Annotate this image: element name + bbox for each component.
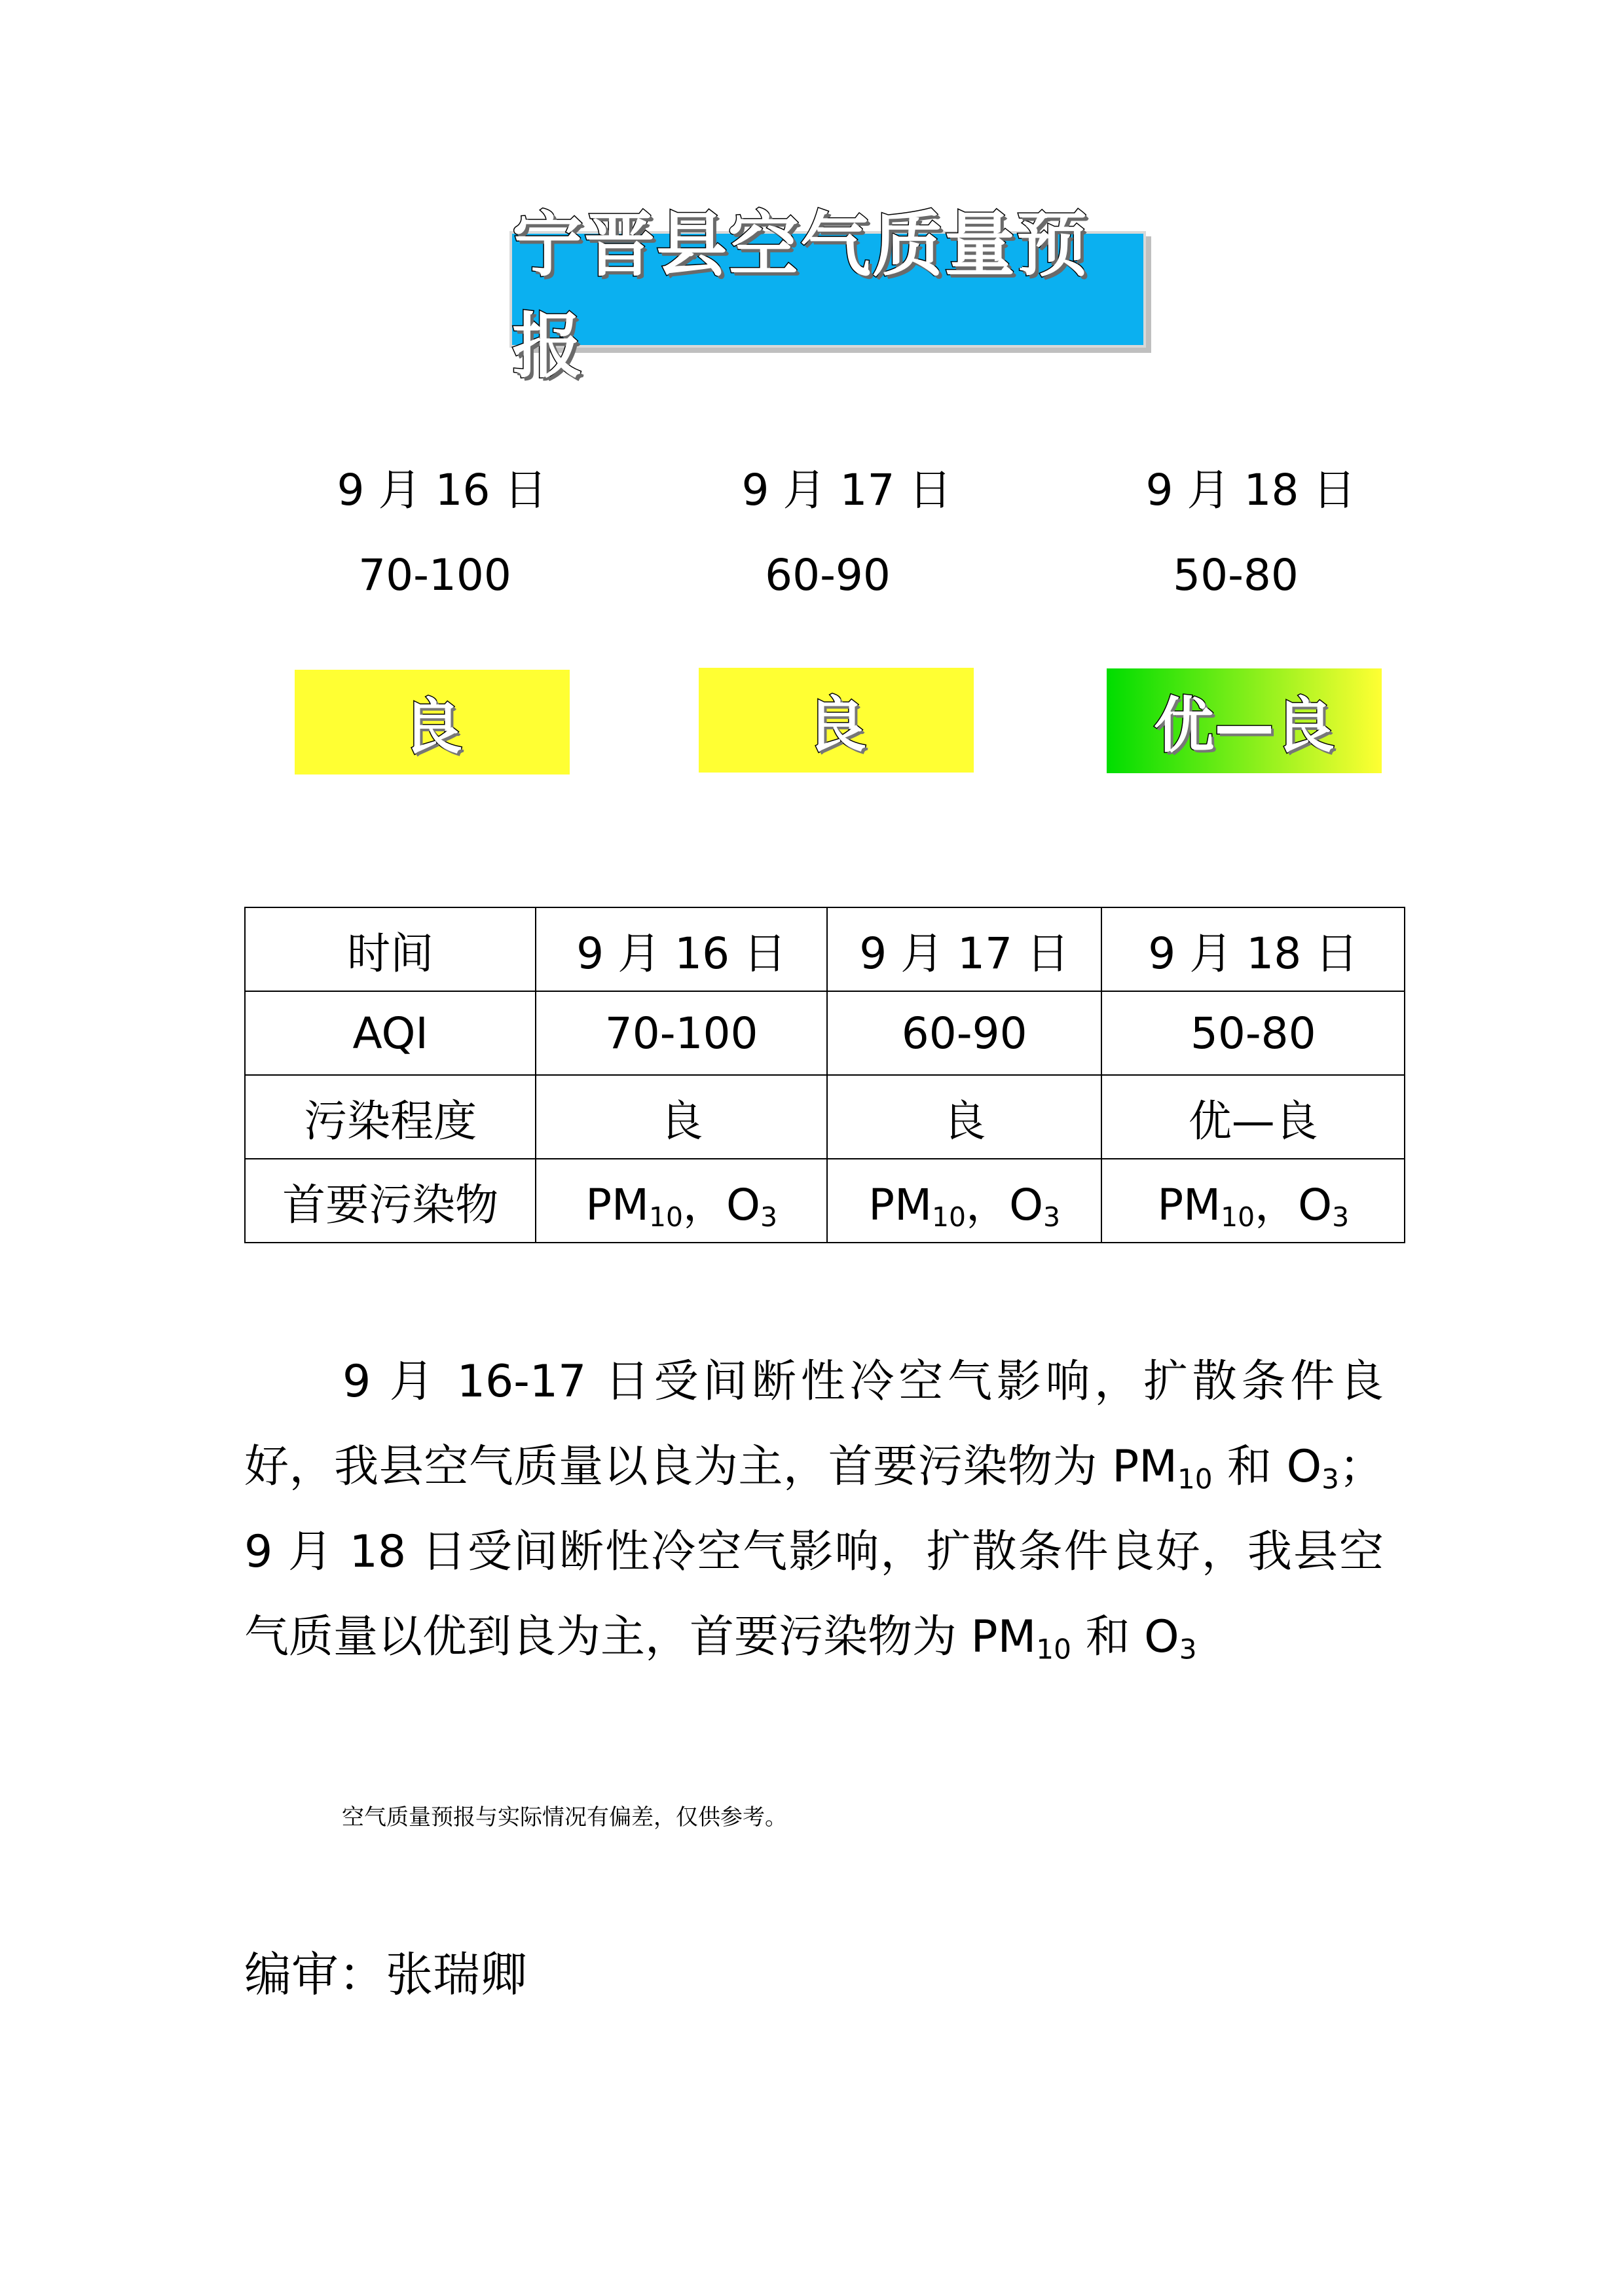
editor-credit: 编审：张瑞卿 (244, 1947, 528, 2002)
table-header-cell: 9 月 17 日 (827, 907, 1102, 991)
table-cell: $PM_{10}$，$O_3$ (536, 1159, 827, 1243)
page-title: 宁晋县空气质量预报 (512, 204, 1089, 388)
day-2-level: 良 (805, 690, 866, 760)
table-row (245, 1075, 1405, 1159)
table-row (245, 1159, 1405, 1243)
desc-sub-1: 10 (1177, 1463, 1213, 1495)
day-2-date: 9 月 17 日 (741, 465, 952, 515)
day-3-date: 9 月 18 日 (1145, 465, 1356, 515)
aqi-table (244, 907, 1405, 1243)
table-header-cell: 时间 (245, 907, 536, 991)
day-1-range: 70-100 (358, 550, 511, 600)
day-2-level-badge (699, 668, 974, 773)
desc-text-3: ；9 月 18 日受间断性冷空气影响，扩散条件良好，我县空气质量以优到良为主，首要污染物为 PM (244, 1441, 1384, 1663)
table-header-cell: 9 月 18 日 (1101, 907, 1405, 991)
table-cell: $PM_{10}$，$O_3$ (1101, 1159, 1405, 1243)
table-header-cell: 9 月 16 日 (536, 907, 827, 991)
table-cell: 70-100 (536, 991, 827, 1075)
table-header-row (245, 907, 1405, 991)
table-cell: 60-90 (827, 991, 1102, 1075)
desc-text-2: 和 O (1212, 1441, 1322, 1493)
day-1-level-badge (295, 670, 570, 774)
day-3-level-badge (1107, 668, 1382, 773)
table-row-label: 污染程度 (245, 1075, 536, 1159)
day-2-range: 60-90 (765, 550, 891, 600)
table-cell: 良 (536, 1075, 827, 1159)
table-cell: 50-80 (1101, 991, 1405, 1075)
table-row-label: 首要污染物 (245, 1159, 536, 1243)
day-1-level: 良 (401, 692, 462, 762)
desc-sub-3: 10 (1036, 1633, 1071, 1666)
title-banner (509, 204, 1146, 388)
table-cell: 优—良 (1101, 1075, 1405, 1159)
desc-text-1: 9 月 16-17 日受间断性冷空气影响，扩散条件良好，我县空气质量以良为主，首要污染物为 PM (244, 1356, 1384, 1493)
table-row-label: AQI (245, 991, 536, 1075)
day-1-date: 9 月 16 日 (337, 465, 547, 515)
desc-text-4: 和 O (1071, 1611, 1179, 1663)
day-3-level: 优—良 (1153, 691, 1335, 761)
disclaimer-note: 空气质量预报与实际情况有偏差，仅供参考。 (342, 1804, 787, 1831)
table-row (245, 991, 1405, 1075)
table-cell: $PM_{10}$，$O_3$ (827, 1159, 1102, 1243)
forecast-description (244, 1339, 1384, 1680)
desc-sub-4: 3 (1179, 1633, 1197, 1666)
table-cell: 良 (827, 1075, 1102, 1159)
day-3-range: 50-80 (1173, 550, 1299, 600)
desc-sub-2: 3 (1321, 1463, 1339, 1495)
